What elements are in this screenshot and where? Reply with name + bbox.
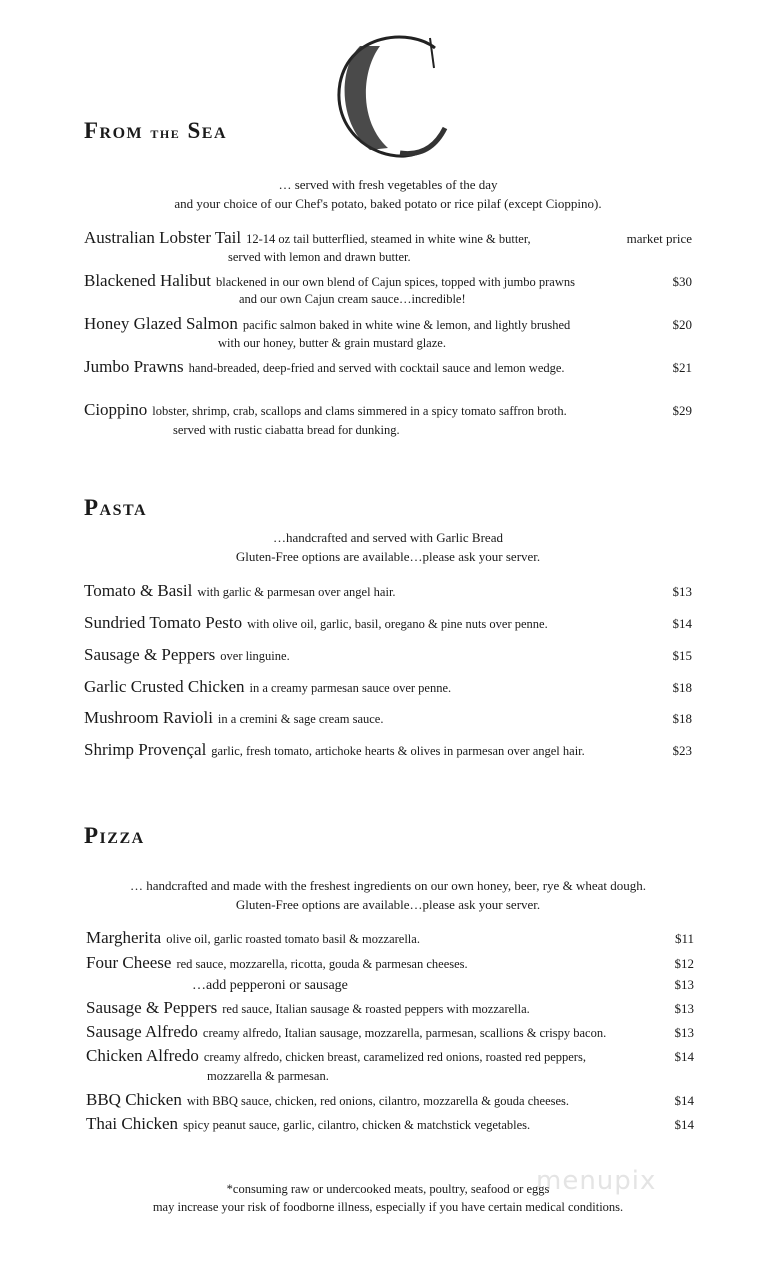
item-price: $15 bbox=[672, 648, 692, 663]
menu-item bbox=[84, 740, 694, 760]
menu-item bbox=[86, 1022, 696, 1042]
item-name: Mushroom Ravioli bbox=[84, 708, 213, 727]
item-description: lobster, shrimp, crab, scallops and clams simmered in a spicy tomato saffron broth. bbox=[152, 404, 567, 418]
intro-line: … handcrafted and made with the freshest ingredients on our own honey, beer, rye & wheat dough. bbox=[130, 878, 646, 893]
menu-item bbox=[84, 357, 694, 377]
item-price: $13 bbox=[674, 1025, 694, 1040]
item-price: $13 bbox=[672, 584, 692, 599]
item-description: spicy peanut sauce, garlic, cilantro, chicken & matchstick vegetables. bbox=[183, 1118, 531, 1132]
menu-item bbox=[86, 953, 696, 973]
menu-item bbox=[84, 581, 694, 601]
item-price: market price bbox=[626, 231, 692, 246]
menu-item bbox=[84, 400, 694, 420]
item-price: $14 bbox=[674, 1117, 694, 1132]
menu-item bbox=[86, 974, 696, 994]
item-description: …add pepperoni or sausage bbox=[192, 978, 348, 993]
item-name: Australian Lobster Tail bbox=[84, 228, 242, 247]
item-name: Sundried Tomato Pesto bbox=[84, 613, 243, 632]
item-name: BBQ Chicken bbox=[86, 1090, 182, 1109]
item-description: over linguine. bbox=[220, 649, 290, 663]
menu-item bbox=[84, 645, 694, 665]
item-description-continued: served with rustic ciabatta bread for dunking. bbox=[173, 423, 400, 437]
intro-line: …handcrafted and served with Garlic Bread bbox=[273, 530, 503, 545]
title-word: the bbox=[150, 123, 181, 142]
menu-item bbox=[84, 613, 694, 633]
item-price: $13 bbox=[674, 1001, 694, 1016]
item-name: Shrimp Provençal bbox=[84, 740, 207, 759]
watermark: menupix bbox=[536, 1166, 657, 1196]
menu-item bbox=[84, 271, 694, 291]
item-price: $13 bbox=[674, 977, 694, 992]
footer-line: *consuming raw or undercooked meats, poultry, seafood or eggs bbox=[226, 1182, 550, 1196]
item-name: Blackened Halibut bbox=[84, 271, 211, 290]
footer-disclaimer bbox=[0, 1180, 768, 1216]
item-description: olive oil, garlic roasted tomato basil & mozzarella. bbox=[166, 932, 420, 946]
item-description: with BBQ sauce, chicken, red onions, cilantro, mozzarella & gouda cheeses. bbox=[186, 1094, 570, 1108]
menu-item bbox=[86, 1046, 696, 1066]
item-description: with garlic & parmesan over angel hair. bbox=[197, 585, 396, 599]
menu-item bbox=[86, 928, 696, 948]
item-price: $11 bbox=[674, 931, 694, 946]
item-description: creamy alfredo, chicken breast, caramelized red onions, roasted red peppers, bbox=[203, 1050, 586, 1064]
item-description-continued: served with lemon and drawn butter. bbox=[228, 250, 411, 264]
item-name: Jumbo Prawns bbox=[84, 357, 184, 376]
item-price: $14 bbox=[674, 1093, 694, 1108]
menu-item bbox=[86, 998, 696, 1018]
item-name: Tomato & Basil bbox=[84, 581, 193, 600]
item-price: $14 bbox=[672, 616, 692, 631]
item-description: creamy alfredo, Italian sausage, mozzarella, parmesan, scallions & crispy bacon. bbox=[202, 1026, 607, 1040]
item-name: Honey Glazed Salmon bbox=[84, 314, 238, 333]
item-name: Chicken Alfredo bbox=[86, 1046, 199, 1065]
section-title-from-the-sea bbox=[84, 118, 227, 144]
item-price: $12 bbox=[674, 956, 694, 971]
item-name: Sausage & Peppers bbox=[86, 998, 218, 1017]
item-description: red sauce, mozzarella, ricotta, gouda & parmesan cheeses. bbox=[176, 957, 468, 971]
item-name: Four Cheese bbox=[86, 953, 172, 972]
pizza-intro bbox=[0, 876, 768, 914]
item-price: $14 bbox=[674, 1049, 694, 1064]
item-description-continued: and our own Cajun cream sauce…incredible! bbox=[239, 292, 466, 306]
item-price: $18 bbox=[672, 680, 692, 695]
item-price: $21 bbox=[672, 360, 692, 375]
menu-item bbox=[86, 1090, 696, 1110]
item-price: $30 bbox=[672, 274, 692, 289]
item-name: Garlic Crusted Chicken bbox=[84, 677, 245, 696]
intro-line: Gluten-Free options are available…please ask your server. bbox=[235, 549, 541, 564]
section-title-pizza: Pizza bbox=[84, 823, 145, 848]
footer-line: may increase your risk of foodborne illness, especially if you have certain medical conditions. bbox=[152, 1200, 624, 1214]
item-description: blackened in our own blend of Cajun spices, topped with jumbo prawns bbox=[216, 275, 575, 289]
item-description-continued: with our honey, butter & grain mustard glaze. bbox=[218, 336, 446, 350]
item-price: $20 bbox=[672, 317, 692, 332]
item-price: $18 bbox=[672, 711, 692, 726]
section-title-pasta: Pasta bbox=[84, 495, 148, 520]
item-description: 12-14 oz tail butterflied, steamed in white wine & butter, bbox=[246, 232, 531, 246]
menu-item bbox=[84, 708, 694, 728]
title-word: From bbox=[84, 118, 144, 143]
item-name: Sausage Alfredo bbox=[86, 1022, 198, 1041]
menu-item bbox=[86, 1114, 696, 1134]
intro-line: and your choice of our Chef's potato, baked potato or rice pilaf (except Cioppino). bbox=[174, 196, 602, 211]
menu-item bbox=[84, 314, 694, 334]
item-description: with olive oil, garlic, basil, oregano & pine nuts over penne. bbox=[247, 617, 548, 631]
item-description-continued: mozzarella & parmesan. bbox=[207, 1069, 329, 1083]
item-description: pacific salmon baked in white wine & lemon, and lightly brushed bbox=[242, 318, 571, 332]
item-description: red sauce, Italian sausage & roasted peppers with mozzarella. bbox=[222, 1002, 530, 1016]
item-name: Cioppino bbox=[84, 400, 148, 419]
menu-item bbox=[84, 228, 694, 248]
item-description: in a cremini & sage cream sauce. bbox=[217, 712, 384, 726]
menu-item bbox=[84, 677, 694, 697]
item-description: hand-breaded, deep-fried and served with cocktail sauce and lemon wedge. bbox=[188, 361, 565, 375]
intro-line: Gluten-Free options are available…please ask your server. bbox=[235, 897, 541, 912]
item-price: $23 bbox=[672, 743, 692, 758]
item-price: $29 bbox=[672, 403, 692, 418]
sea-intro bbox=[0, 175, 768, 213]
item-name: Sausage & Peppers bbox=[84, 645, 216, 664]
item-description: garlic, fresh tomato, artichoke hearts & olives in parmesan over angel hair. bbox=[211, 744, 585, 758]
item-name: Thai Chicken bbox=[86, 1114, 179, 1133]
intro-line: … served with fresh vegetables of the day bbox=[278, 177, 498, 192]
item-description: in a creamy parmesan sauce over penne. bbox=[249, 681, 452, 695]
restaurant-logo-c bbox=[330, 28, 450, 168]
pasta-intro bbox=[0, 528, 768, 566]
item-name: Margherita bbox=[86, 928, 162, 947]
title-word: Sea bbox=[187, 118, 228, 143]
